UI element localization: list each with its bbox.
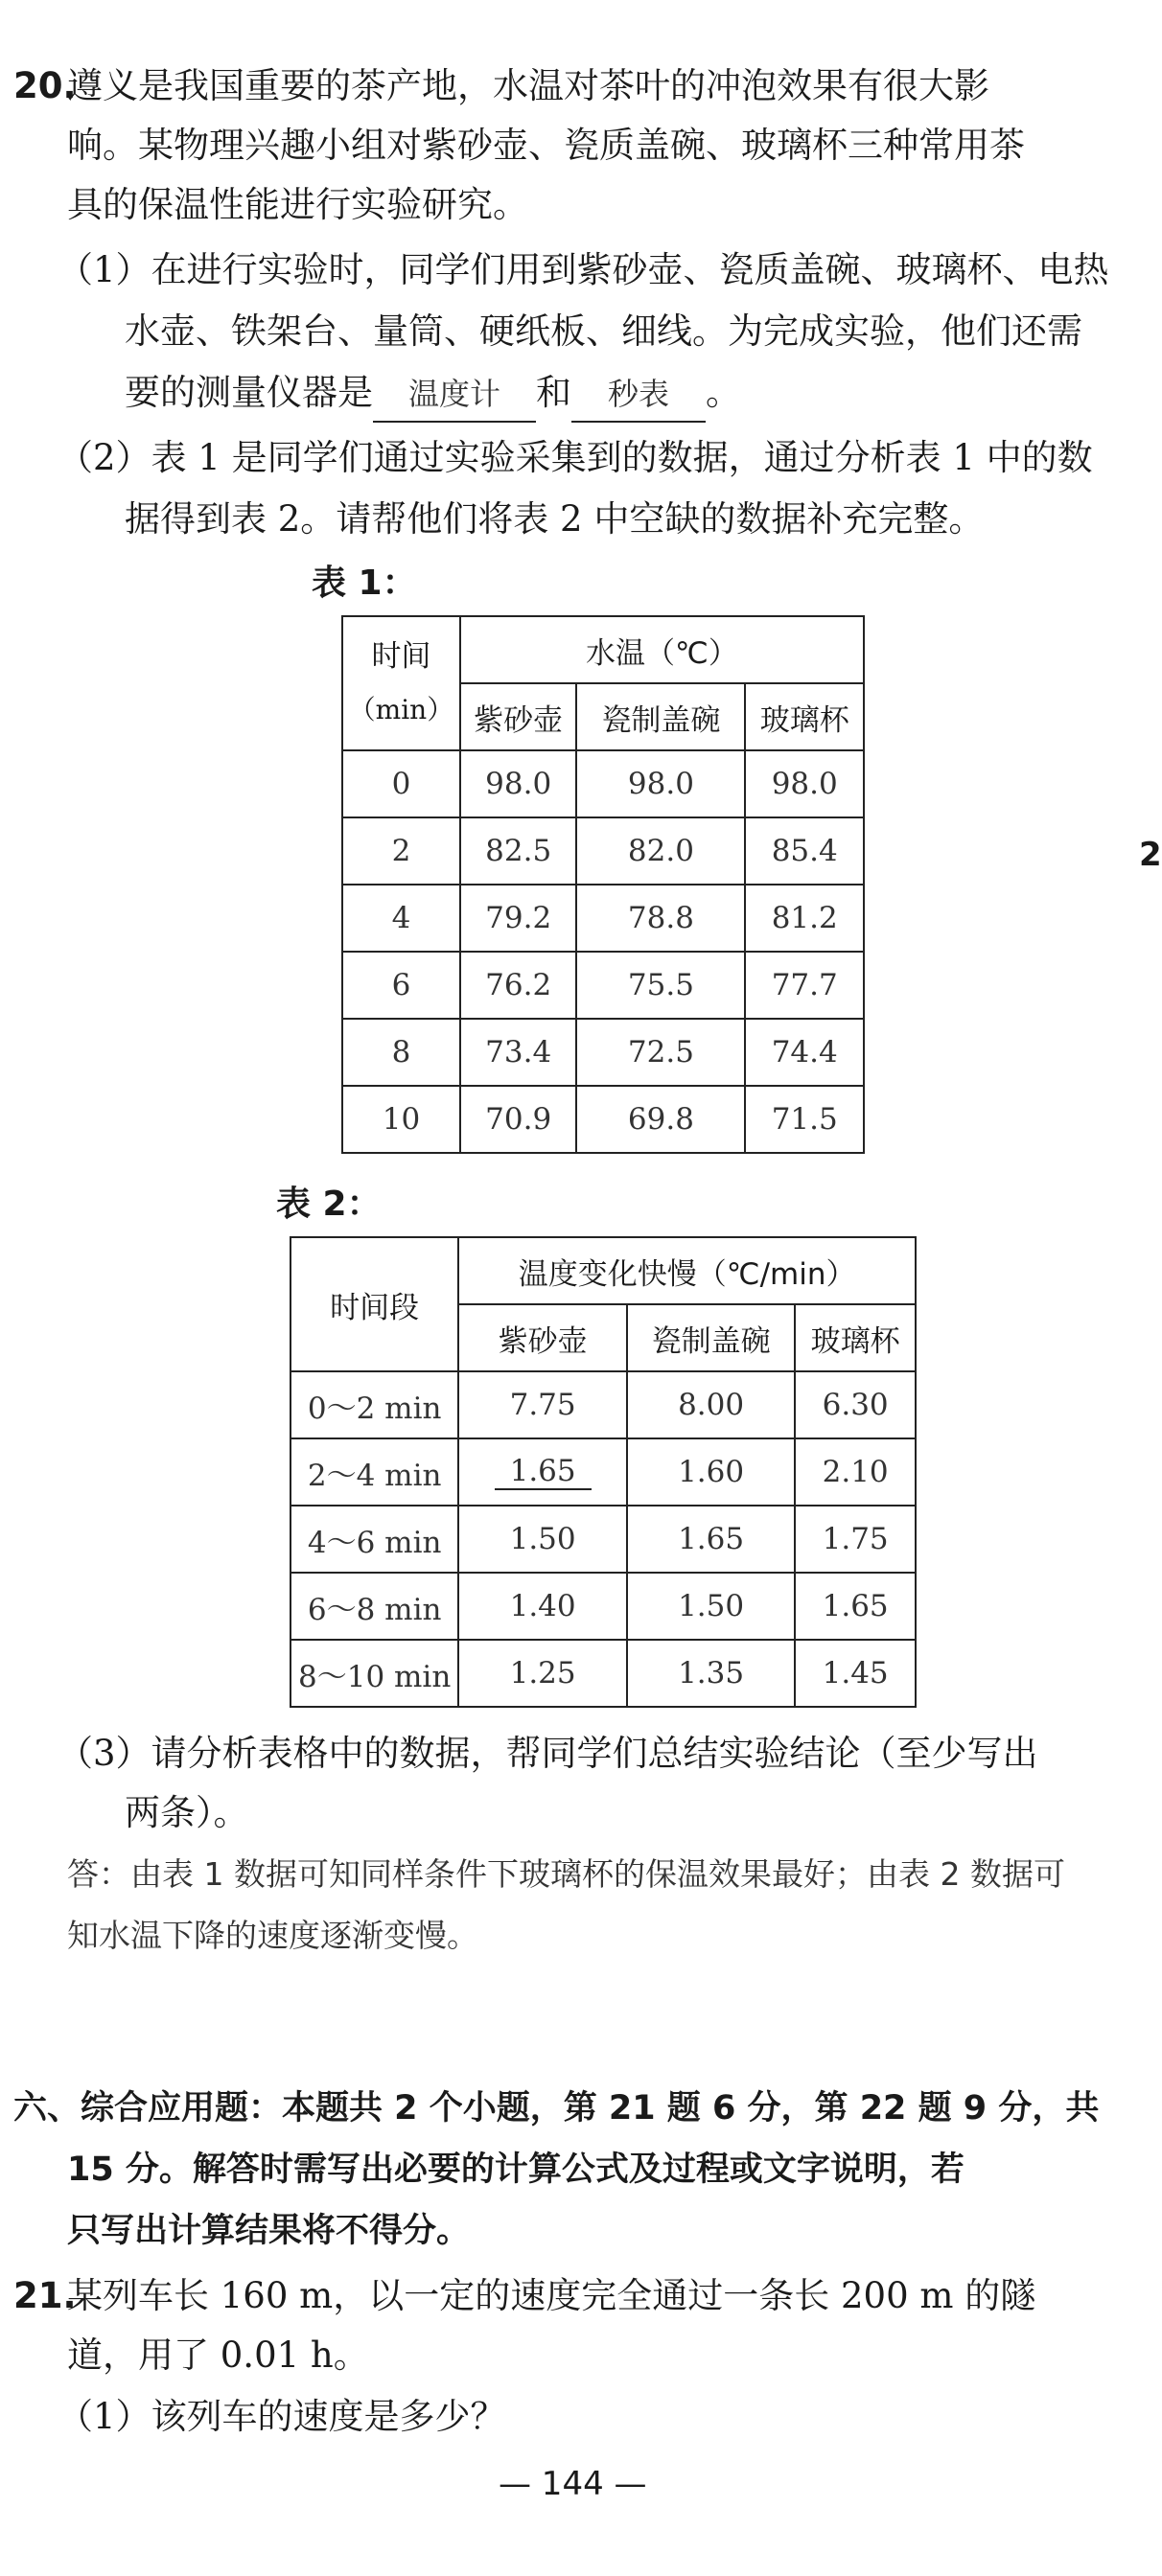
table-cell bbox=[458, 1438, 627, 1506]
table1-group-header: 水温（℃） bbox=[460, 616, 864, 683]
table-cell: 70.9 bbox=[460, 1086, 577, 1153]
table-cell: 1.75 bbox=[795, 1506, 916, 1573]
table2-col-header: 瓷制盖碗 bbox=[627, 1304, 795, 1371]
table-row bbox=[290, 1640, 916, 1707]
q21-stem-line-1: 某列车长 160 m，以一定的速度完全通过一条长 200 m 的隧 bbox=[67, 2275, 1036, 2316]
table-cell: 0～2 min bbox=[290, 1371, 458, 1438]
table-cell: 1.65 bbox=[795, 1573, 916, 1640]
q20-part1-line-2: 水壶、铁架台、量筒、硬纸板、细线。为完成实验，他们还需 bbox=[125, 310, 1082, 352]
table-cell: 71.5 bbox=[745, 1086, 864, 1153]
q20-part3-line-1: （3）请分析表格中的数据，帮同学们总结实验结论（至少写出 bbox=[58, 1733, 1038, 1774]
table-cell: 6.30 bbox=[795, 1371, 916, 1438]
q20-stem-line-2: 响。某物理兴趣小组对紫砂壶、瓷质盖碗、玻璃杯三种常用茶 bbox=[67, 125, 1025, 166]
table-cell: 1.25 bbox=[458, 1640, 627, 1707]
table-row bbox=[290, 1506, 916, 1573]
table-cell: 85.4 bbox=[745, 817, 864, 885]
q20-part1-line-3 bbox=[125, 366, 741, 423]
table1-col-header: 紫砂壶 bbox=[460, 683, 577, 750]
section6-line-1: 六、综合应用题：本题共 2 个小题，第 21 题 6 分，第 22 题 9 分，共 bbox=[13, 2089, 1100, 2128]
edge-mark: 2 bbox=[1139, 836, 1162, 874]
table1 bbox=[341, 615, 865, 1154]
table-cell: 8.00 bbox=[627, 1371, 795, 1438]
table-cell: 1.65 bbox=[627, 1506, 795, 1573]
table-cell: 0 bbox=[342, 750, 460, 817]
q20-part1-line-1: （1）在进行实验时，同学们用到紫砂壶、瓷质盖碗、玻璃杯、电热 bbox=[58, 249, 1109, 290]
table-row bbox=[342, 817, 864, 885]
time-header-label: 时间 bbox=[371, 639, 431, 674]
table1-time-header bbox=[342, 616, 460, 750]
table-cell: 4～6 min bbox=[290, 1506, 458, 1573]
q20-part2-line-1: （2）表 1 是同学们通过实验采集到的数据，通过分析表 1 中的数 bbox=[58, 437, 1093, 478]
table-cell: 79.2 bbox=[460, 885, 577, 952]
part1-end: 。 bbox=[706, 372, 741, 413]
table-cell: 4 bbox=[342, 885, 460, 952]
table-cell: 2～4 min bbox=[290, 1438, 458, 1506]
table-cell: 76.2 bbox=[460, 952, 577, 1019]
filled-answer: 1.65 bbox=[495, 1454, 592, 1490]
table-cell: 1.50 bbox=[458, 1506, 627, 1573]
answer-blank-2: 秒表 bbox=[571, 367, 706, 423]
table-row bbox=[290, 1438, 916, 1506]
table-cell: 8～10 min bbox=[290, 1640, 458, 1707]
time-unit-label: （min） bbox=[348, 694, 454, 725]
section6-line-2: 15 分。解答时需写出必要的计算公式及过程或文字说明，若 bbox=[67, 2150, 964, 2189]
table-cell: 72.5 bbox=[576, 1019, 745, 1086]
table2-group-header: 温度变化快慢（℃/min） bbox=[458, 1237, 916, 1304]
table-cell: 78.8 bbox=[576, 885, 745, 952]
table-cell: 1.50 bbox=[627, 1573, 795, 1640]
table-row bbox=[290, 1371, 916, 1438]
table-row bbox=[342, 1019, 864, 1086]
table-row bbox=[342, 750, 864, 817]
table-row bbox=[290, 1573, 916, 1640]
answer-line-2: 知水温下降的速度逐渐变慢。 bbox=[67, 1917, 478, 1954]
table2 bbox=[290, 1236, 917, 1708]
table-cell: 81.2 bbox=[745, 885, 864, 952]
table-cell: 2 bbox=[342, 817, 460, 885]
table1-col-header: 瓷制盖碗 bbox=[576, 683, 745, 750]
page-number: — 144 — bbox=[499, 2465, 647, 2503]
section6-line-3: 只写出计算结果将不得分。 bbox=[67, 2212, 471, 2250]
table-row bbox=[342, 885, 864, 952]
part1-prefix: 要的测量仪器是 bbox=[125, 372, 373, 413]
table-cell: 6 bbox=[342, 952, 460, 1019]
table-row bbox=[342, 952, 864, 1019]
table2-col-header: 紫砂壶 bbox=[458, 1304, 627, 1371]
table-cell: 6～8 min bbox=[290, 1573, 458, 1640]
table-cell: 7.75 bbox=[458, 1371, 627, 1438]
table-cell: 8 bbox=[342, 1019, 460, 1086]
q21-number: 21. bbox=[13, 2275, 77, 2316]
table-row bbox=[342, 1086, 864, 1153]
table2-period-header: 时间段 bbox=[290, 1237, 458, 1371]
q20-part2-line-2: 据得到表 2。请帮他们将表 2 中空缺的数据补充完整。 bbox=[125, 498, 985, 540]
table-cell: 98.0 bbox=[460, 750, 577, 817]
table-cell: 1.60 bbox=[627, 1438, 795, 1506]
q21-stem-line-2: 道，用了 0.01 h。 bbox=[67, 2334, 369, 2376]
table-cell: 98.0 bbox=[745, 750, 864, 817]
table-cell: 10 bbox=[342, 1086, 460, 1153]
table-cell: 75.5 bbox=[576, 952, 745, 1019]
table-cell: 1.45 bbox=[795, 1640, 916, 1707]
table2-col-header: 玻璃杯 bbox=[795, 1304, 916, 1371]
q20-number: 20. bbox=[13, 65, 77, 106]
table-cell: 69.8 bbox=[576, 1086, 745, 1153]
table1-col-header: 玻璃杯 bbox=[745, 683, 864, 750]
q20-stem-line-3: 具的保温性能进行实验研究。 bbox=[67, 184, 528, 225]
q20-part3-line-2: 两条）。 bbox=[125, 1792, 249, 1833]
table-cell: 82.5 bbox=[460, 817, 577, 885]
table-cell: 1.35 bbox=[627, 1640, 795, 1707]
table-cell: 98.0 bbox=[576, 750, 745, 817]
table-cell: 1.40 bbox=[458, 1573, 627, 1640]
table-cell: 82.0 bbox=[576, 817, 745, 885]
table-cell: 77.7 bbox=[745, 952, 864, 1019]
q20-stem-line-1: 遵义是我国重要的茶产地，水温对茶叶的冲泡效果有很大影 bbox=[67, 65, 989, 106]
table-cell: 73.4 bbox=[460, 1019, 577, 1086]
answer-line-1: 答：由表 1 数据可知同样条件下玻璃杯的保温效果最好；由表 2 数据可 bbox=[67, 1855, 1065, 1893]
table2-caption: 表 2： bbox=[276, 1184, 382, 1224]
part1-mid: 和 bbox=[536, 372, 571, 413]
answer-blank-1: 温度计 bbox=[373, 367, 536, 423]
table-cell: 2.10 bbox=[795, 1438, 916, 1506]
table-cell: 74.4 bbox=[745, 1019, 864, 1086]
table1-caption: 表 1： bbox=[312, 564, 417, 603]
q21-part1: （1）该列车的速度是多少？ bbox=[58, 2396, 506, 2437]
